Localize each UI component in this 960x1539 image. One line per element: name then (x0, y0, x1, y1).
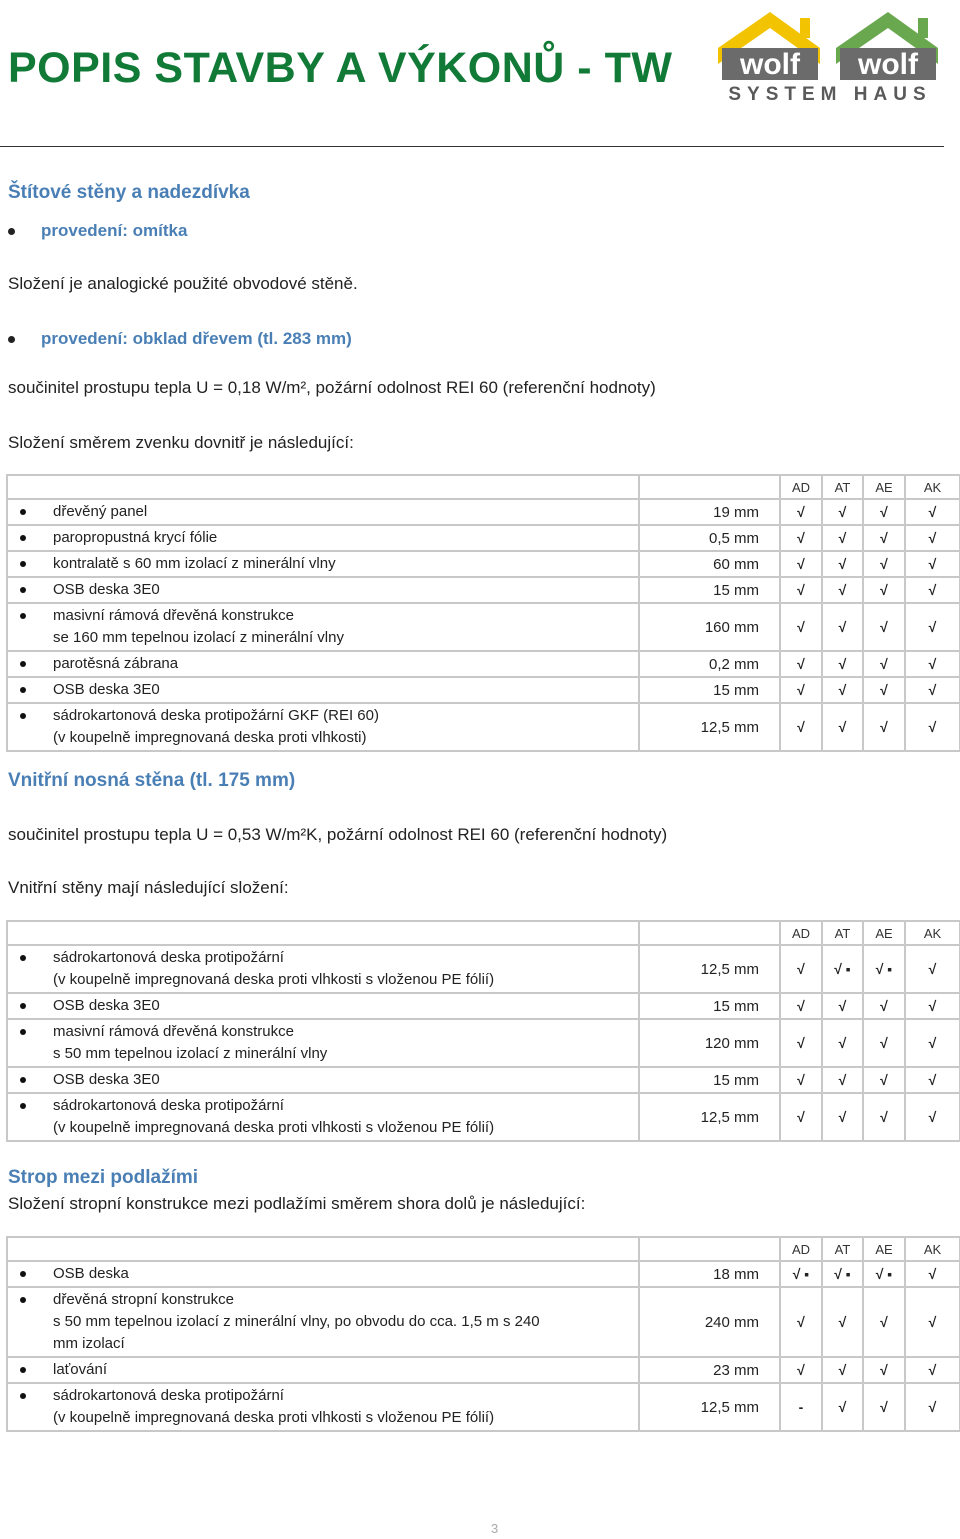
logo-caption: SYSTEM HAUS (728, 84, 932, 104)
layer-description (7, 703, 639, 751)
check-mark-at: √ (822, 577, 863, 603)
paragraph-heat-transfer-gable: součinitel prostupu tepla U = 0,18 W/m², požární odolnost REI 60 (referenční hodnoty) (8, 378, 656, 397)
layer-detail: s 50 mm tepelnou izolací z minerální vlny (53, 1045, 328, 1062)
layer-description (7, 499, 639, 525)
check-mark-ae: √ (863, 677, 905, 703)
check-mark-at: √ ▪ (822, 945, 863, 993)
check-mark-ae: √ (863, 551, 905, 577)
layer-description (7, 1357, 639, 1383)
layer-detail: s 50 mm tepelnou izolací z minerální vlny, po obvodu do cca. 1,5 m s 240 (53, 1313, 540, 1330)
ceiling-composition-table (6, 1236, 960, 1432)
check-mark-at: √ (822, 551, 863, 577)
page-number: 3 (491, 1521, 499, 1536)
check-mark-ae: √ (863, 577, 905, 603)
table-header-row (7, 475, 960, 499)
layer-name: OSB deska 3E0 (53, 997, 160, 1014)
table-header-empty (7, 475, 639, 499)
table-row (7, 945, 960, 993)
layer-thickness: 19 mm (639, 499, 780, 525)
table-header-empty (7, 1237, 639, 1261)
layer-name: sádrokartonová deska protipožární (53, 949, 284, 966)
bullet-dot (20, 955, 26, 961)
check-mark-ae: √ (863, 499, 905, 525)
check-mark-ak: √ (905, 677, 960, 703)
check-mark-ae: √ ▪ (863, 1261, 905, 1287)
layer-name: sádrokartonová deska protipožární (53, 1097, 284, 1114)
gable-wall-composition-table (6, 474, 960, 752)
table-row (7, 499, 960, 525)
column-header-at: AT (822, 475, 863, 499)
layer-description (7, 651, 639, 677)
bullet-dot (20, 509, 26, 515)
check-mark-at: √ (822, 1067, 863, 1093)
check-mark-ae: √ (863, 651, 905, 677)
bullet-dot (20, 1003, 26, 1009)
layer-thickness: 120 mm (639, 1019, 780, 1067)
check-mark-ak: √ (905, 1019, 960, 1067)
layer-thickness: 60 mm (639, 551, 780, 577)
layer-name: OSB deska 3E0 (53, 581, 160, 598)
table-row (7, 603, 960, 651)
check-mark-ae: √ (863, 703, 905, 751)
layer-name: dřevěný panel (53, 503, 148, 520)
bullet-dot (8, 336, 15, 343)
layer-detail: (v koupelně impregnovaná deska proti vlhkosti s vloženou PE fólií) (53, 1409, 495, 1426)
layer-detail: (v koupelně impregnovaná deska proti vlhkosti) (53, 729, 367, 746)
layer-description (7, 603, 639, 651)
check-mark-ak: √ (905, 499, 960, 525)
layer-thickness: 23 mm (639, 1357, 780, 1383)
layer-description (7, 993, 639, 1019)
column-header-at: AT (822, 921, 863, 945)
check-mark-at: √ (822, 1383, 863, 1431)
check-mark-ak: √ (905, 1383, 960, 1431)
layer-description (7, 677, 639, 703)
column-header-ak: AK (905, 1237, 960, 1261)
layer-name: kontralatě s 60 mm izolací z minerální vlny (53, 555, 336, 572)
layer-thickness: 12,5 mm (639, 1383, 780, 1431)
bullet-dot (20, 1103, 26, 1109)
layer-description (7, 1383, 639, 1431)
check-mark-ad: √ (780, 677, 822, 703)
check-mark-ae: √ (863, 603, 905, 651)
section-heading-interior-wall: Vnitřní nosná stěna (tl. 175 mm) (8, 770, 296, 791)
check-mark-at: √ ▪ (822, 1261, 863, 1287)
column-header-ae: AE (863, 475, 905, 499)
bullet-dot (20, 1029, 26, 1035)
table-row (7, 993, 960, 1019)
check-mark-at: √ (822, 499, 863, 525)
paragraph-ceiling-composition-intro: Složení stropní konstrukce mezi podlažími směrem shora dolů je následující: (8, 1194, 586, 1213)
bullet-dot (20, 1271, 26, 1277)
check-mark-at: √ (822, 1093, 863, 1141)
paragraph-interior-composition-intro: Vnitřní stěny mají následující složení: (8, 878, 289, 897)
check-mark-at: √ (822, 525, 863, 551)
table-header-row (7, 1237, 960, 1261)
check-mark-ak: √ (905, 1357, 960, 1383)
layer-detail: se 160 mm tepelnou izolací z minerální vlny (53, 629, 344, 646)
table-header-empty (639, 1237, 780, 1261)
table-header-empty (639, 475, 780, 499)
table-row (7, 1287, 960, 1357)
check-mark-ad: √ (780, 1287, 822, 1357)
layer-name: sádrokartonová deska protipožární GKF (REI 60) (53, 707, 379, 724)
check-mark-ak: √ (905, 577, 960, 603)
layer-name: laťování (53, 1361, 107, 1378)
check-mark-ad: √ (780, 945, 822, 993)
check-mark-ak: √ (905, 551, 960, 577)
check-mark-ak: √ (905, 703, 960, 751)
check-mark-ae: √ (863, 1067, 905, 1093)
check-mark-at: √ (822, 1287, 863, 1357)
logo-left-word: wolf (740, 48, 800, 81)
check-mark-ak: √ (905, 945, 960, 993)
table-row (7, 1093, 960, 1141)
layer-name: OSB deska 3E0 (53, 1071, 160, 1088)
column-header-ae: AE (863, 921, 905, 945)
bullet-text: provedení: obklad dřevem (tl. 283 mm) (41, 329, 352, 348)
check-mark-ak: √ (905, 651, 960, 677)
column-header-ak: AK (905, 921, 960, 945)
check-mark-ad: √ (780, 603, 822, 651)
check-mark-ae: √ (863, 1093, 905, 1141)
bullet-dot (20, 713, 26, 719)
check-mark-ak: √ (905, 1287, 960, 1357)
check-mark-ae: √ (863, 525, 905, 551)
check-mark-ak: √ (905, 1093, 960, 1141)
layer-description (7, 1287, 639, 1357)
layer-thickness: 15 mm (639, 1067, 780, 1093)
layer-thickness: 15 mm (639, 993, 780, 1019)
check-mark-ak: √ (905, 525, 960, 551)
check-mark-ae: √ ▪ (863, 945, 905, 993)
column-header-ae: AE (863, 1237, 905, 1261)
table-row (7, 1067, 960, 1093)
logo-left-chimney (800, 18, 810, 38)
check-mark-ad: √ (780, 1067, 822, 1093)
layer-thickness: 15 mm (639, 577, 780, 603)
logo-right-chimney (918, 18, 928, 38)
check-mark-ad: √ (780, 1357, 822, 1383)
layer-name: masivní rámová dřevěná konstrukce (53, 1023, 294, 1040)
table-row (7, 677, 960, 703)
section-heading-gable-walls: Štítové stěny a nadezdívka (8, 182, 250, 203)
page-title: POPIS STAVBY A VÝKONŮ - TW (8, 44, 673, 92)
table-row (7, 703, 960, 751)
bullet-dot (20, 687, 26, 693)
layer-name: masivní rámová dřevěná konstrukce (53, 607, 294, 624)
bullet-dot (20, 1367, 26, 1373)
check-mark-at: √ (822, 1357, 863, 1383)
layer-thickness: 12,5 mm (639, 945, 780, 993)
layer-description (7, 1093, 639, 1141)
table-row (7, 551, 960, 577)
layer-description (7, 1019, 639, 1067)
check-mark-at: √ (822, 651, 863, 677)
layer-name: sádrokartonová deska protipožární (53, 1387, 284, 1404)
column-header-ad: AD (780, 921, 822, 945)
table-row (7, 1261, 960, 1287)
check-mark-ad: √ (780, 1019, 822, 1067)
check-mark-ad: √ (780, 993, 822, 1019)
paragraph-composition-intro: Složení směrem zvenku dovnitř je následující: (8, 433, 354, 452)
check-mark-ad: √ (780, 651, 822, 677)
layer-detail: (v koupelně impregnovaná deska proti vlhkosti s vloženou PE fólií) (53, 971, 495, 988)
layer-description (7, 1067, 639, 1093)
table-row (7, 1383, 960, 1431)
layer-description (7, 945, 639, 993)
layer-detail: (v koupelně impregnovaná deska proti vlhkosti s vloženou PE fólií) (53, 1119, 495, 1136)
layer-thickness: 12,5 mm (639, 703, 780, 751)
layer-name: OSB deska (53, 1265, 129, 1282)
paragraph-heat-transfer-interior: součinitel prostupu tepla U = 0,53 W/m²K, požární odolnost REI 60 (referenční hodnoty) (8, 825, 668, 844)
check-mark-at: √ (822, 1019, 863, 1067)
table-header-empty (639, 921, 780, 945)
table-header-row (7, 921, 960, 945)
section-heading-floor-ceiling: Strop mezi podlažími (8, 1167, 199, 1188)
layer-name: dřevěná stropní konstrukce (53, 1291, 234, 1308)
check-mark-ak: √ (905, 1067, 960, 1093)
table-row (7, 525, 960, 551)
check-mark-ad: √ (780, 1093, 822, 1141)
layer-thickness: 18 mm (639, 1261, 780, 1287)
check-mark-ad: √ (780, 577, 822, 603)
logo-right-word: wolf (858, 48, 918, 81)
layer-name: OSB deska 3E0 (53, 681, 160, 698)
layer-detail-continued: mm izolací (53, 1335, 125, 1352)
check-mark-at: √ (822, 703, 863, 751)
check-mark-ad: - (780, 1383, 822, 1431)
bullet-dot (20, 561, 26, 567)
check-mark-ad: √ (780, 703, 822, 751)
check-mark-ad: √ (780, 525, 822, 551)
table-row (7, 651, 960, 677)
check-mark-at: √ (822, 603, 863, 651)
bullet-dot (20, 613, 26, 619)
bullet-dot (20, 661, 26, 667)
layer-thickness: 240 mm (639, 1287, 780, 1357)
check-mark-ae: √ (863, 993, 905, 1019)
interior-wall-composition-table (6, 920, 960, 1142)
column-header-ad: AD (780, 475, 822, 499)
check-mark-ad: √ (780, 551, 822, 577)
check-mark-ak: √ (905, 993, 960, 1019)
check-mark-ae: √ (863, 1287, 905, 1357)
header-divider (0, 146, 944, 147)
layer-thickness: 0,5 mm (639, 525, 780, 551)
layer-description (7, 1261, 639, 1287)
check-mark-ak: √ (905, 603, 960, 651)
bullet-dot (20, 1297, 26, 1303)
layer-description (7, 577, 639, 603)
check-mark-ae: √ (863, 1357, 905, 1383)
wolf-system-haus-logo (716, 4, 946, 104)
table-row (7, 577, 960, 603)
bullet-text: provedení: omítka (41, 221, 188, 240)
layer-thickness: 160 mm (639, 603, 780, 651)
layer-thickness: 0,2 mm (639, 651, 780, 677)
bullet-dot (20, 587, 26, 593)
check-mark-at: √ (822, 677, 863, 703)
layer-name: parotěsná zábrana (53, 655, 179, 672)
table-row (7, 1019, 960, 1067)
check-mark-ae: √ (863, 1019, 905, 1067)
bullet-dot (20, 1393, 26, 1399)
table-header-empty (7, 921, 639, 945)
layer-thickness: 15 mm (639, 677, 780, 703)
check-mark-ad: √ (780, 499, 822, 525)
check-mark-at: √ (822, 993, 863, 1019)
layer-thickness: 12,5 mm (639, 1093, 780, 1141)
bullet-dot (8, 228, 15, 235)
check-mark-ad: √ ▪ (780, 1261, 822, 1287)
check-mark-ae: √ (863, 1383, 905, 1431)
paragraph-analogous-composition: Složení je analogické použité obvodové stěně. (8, 274, 358, 293)
layer-name: paropropustná krycí fólie (53, 529, 218, 546)
bullet-dot (20, 1077, 26, 1083)
column-header-at: AT (822, 1237, 863, 1261)
bullet-dot (20, 535, 26, 541)
layer-description (7, 525, 639, 551)
column-header-ak: AK (905, 475, 960, 499)
table-row (7, 1357, 960, 1383)
column-header-ad: AD (780, 1237, 822, 1261)
check-mark-ak: √ (905, 1261, 960, 1287)
layer-description (7, 551, 639, 577)
